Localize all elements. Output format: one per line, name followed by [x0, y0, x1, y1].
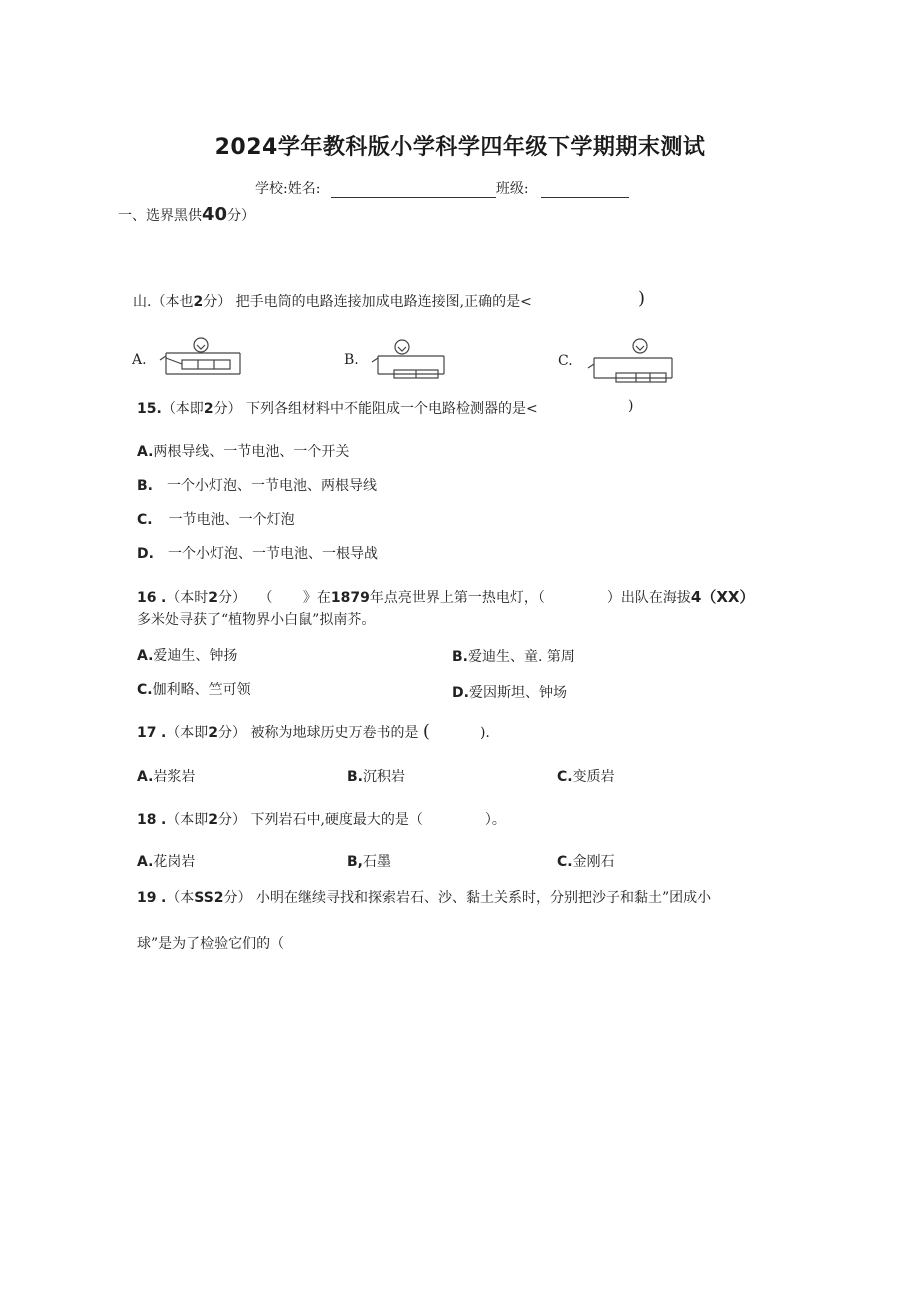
section-prefix: 一、选界黑供	[118, 208, 202, 224]
question-number: 山.	[133, 294, 152, 310]
question-score-prefix: （本也	[151, 294, 194, 310]
question-text: 下列岩石中,硬度最大的是（	[250, 812, 423, 828]
question-score-num: 2	[208, 812, 219, 828]
question-score-prefix: （本即	[166, 812, 209, 828]
blank-paren-close: 》在	[302, 590, 331, 606]
option-c[interactable]	[557, 766, 615, 786]
question-score-num: SS2	[194, 890, 224, 906]
question-dot: .	[160, 725, 167, 741]
option-text: 一个小灯泡、一节电池、两根导线	[167, 478, 377, 494]
option-text: 岩浆岩	[153, 769, 196, 785]
question-14	[133, 291, 532, 311]
question-text: 被称为地球历史万卷书的是	[250, 725, 419, 741]
question-number: 17	[137, 725, 157, 741]
question-18	[137, 809, 506, 829]
option-label: B,	[347, 854, 363, 870]
option-a[interactable]	[137, 851, 195, 871]
question-score-suffix: 分）	[218, 725, 247, 741]
question-19	[137, 887, 711, 907]
option-label: D.	[137, 546, 154, 562]
question-15	[137, 398, 538, 418]
question-text: 下列各组材料中不能阻成一个电路检测器的是<	[246, 401, 538, 417]
option-label: B.	[137, 478, 153, 494]
option-b[interactable]	[137, 475, 377, 495]
circuit-diagram-b[interactable]	[368, 336, 450, 380]
option-label: C.	[137, 682, 153, 698]
option-text: 石墨	[363, 854, 391, 870]
question-score-suffix: 分）	[218, 590, 247, 606]
section-suffix: 分）	[227, 208, 256, 224]
year: 1879	[330, 590, 370, 606]
class-blank[interactable]	[541, 183, 629, 198]
question-score-num: 2	[208, 590, 219, 606]
question-score-num: 2	[203, 401, 214, 417]
section-score: 40	[202, 204, 228, 225]
option-c[interactable]	[137, 509, 295, 529]
option-label: A.	[137, 648, 154, 664]
question-dot: .	[160, 890, 167, 906]
option-label: D.	[452, 685, 469, 701]
option-a[interactable]	[137, 766, 195, 786]
blank-paren-close: ）。	[484, 812, 506, 828]
class-label: 班级:	[495, 181, 529, 197]
question-number: 15.	[137, 401, 162, 417]
option-text: 金刚石	[572, 854, 615, 870]
option-text: 伽利略、竺可领	[152, 682, 251, 698]
option-label: B.	[452, 649, 468, 665]
question-number: 19	[137, 890, 157, 906]
option-label: B.	[347, 769, 363, 785]
page-title: 2024学年教科版小学科学四年级下学期期末测试	[214, 135, 706, 160]
option-a[interactable]	[137, 441, 349, 461]
option-c-label[interactable]: C.	[558, 353, 573, 369]
option-text: 一个小灯泡、一节电池、一根导战	[167, 546, 378, 562]
option-b-label[interactable]: B.	[344, 352, 359, 368]
circuit-diagram-c[interactable]	[584, 336, 678, 384]
section-heading	[118, 204, 255, 225]
question-score-num: 2	[208, 725, 219, 741]
question-text-cont: ）出队在海拔	[606, 590, 691, 606]
question-score-num: 2	[193, 294, 204, 310]
option-label: A.	[137, 769, 154, 785]
option-text: 沉积岩	[363, 769, 405, 785]
option-label: C.	[137, 512, 153, 528]
blank-paren-open: (	[422, 721, 430, 742]
answer-paren-close: )	[638, 288, 646, 309]
question-17	[137, 721, 490, 742]
question-dot: .	[160, 590, 167, 606]
school-label: 学校:	[255, 181, 288, 197]
question-score-suffix: 分）	[223, 890, 252, 906]
option-c[interactable]	[557, 851, 615, 871]
option-d[interactable]	[137, 543, 378, 563]
question-text: 小明在继续寻找和探索岩石、沙、黏土关系时，分别把沙子和黏土”团成小	[256, 890, 712, 906]
question-text: 年点亮世界上第一热电灯，（	[369, 590, 545, 606]
option-text: 一节电池、一个灯泡	[168, 512, 295, 528]
option-label: A.	[137, 444, 154, 460]
name-label: 姓名:	[287, 181, 321, 197]
circuit-diagram-a[interactable]	[158, 336, 254, 380]
name-blank[interactable]	[331, 183, 496, 198]
question-dot: .	[160, 812, 167, 828]
question-score-prefix: （本	[166, 890, 195, 906]
question-text: 把手电筒的电路连接加成电路连接图,正确的是<	[235, 294, 532, 310]
question-score-suffix: 分）	[203, 294, 232, 310]
question-score-prefix: （本即	[166, 725, 209, 741]
question-score-prefix: （本即	[161, 401, 204, 417]
option-text: 爱因斯坦、钟场	[468, 685, 567, 701]
question-16	[137, 586, 754, 607]
option-text: 变质岩	[572, 769, 615, 785]
option-text: 爱迪生、钟扬	[153, 648, 238, 664]
option-text: 花岗岩	[153, 854, 196, 870]
altitude: 4（XX）	[690, 588, 755, 606]
question-score-suffix: 分）	[213, 401, 242, 417]
option-label: C.	[557, 854, 573, 870]
option-c[interactable]	[137, 679, 251, 699]
question-16-line2: 多米处寻获了“植物界小白鼠”拟南芥。	[137, 612, 376, 628]
question-score-suffix: 分）	[218, 812, 247, 828]
question-number: 16	[137, 590, 157, 606]
option-text: 两根导线、一节电池、一个开关	[153, 444, 350, 460]
blank-paren-close: ).	[479, 725, 490, 741]
option-b[interactable]	[347, 766, 405, 786]
option-label: C.	[557, 769, 573, 785]
option-a-label[interactable]: A.	[132, 352, 147, 368]
question-19-line2: 球”是为了检验它们的（	[137, 936, 285, 952]
option-b[interactable]	[452, 646, 575, 666]
option-b[interactable]	[347, 851, 391, 871]
blank-paren-open: （	[258, 590, 273, 606]
option-a[interactable]	[137, 645, 237, 665]
question-number: 18	[137, 812, 157, 828]
option-d[interactable]	[452, 682, 567, 702]
student-info-line	[255, 178, 629, 198]
question-score-prefix: （本时	[166, 590, 209, 606]
answer-paren-close: )	[628, 398, 634, 414]
option-label: A.	[137, 854, 154, 870]
option-text: 爱迪生、童. 第周	[468, 649, 575, 665]
